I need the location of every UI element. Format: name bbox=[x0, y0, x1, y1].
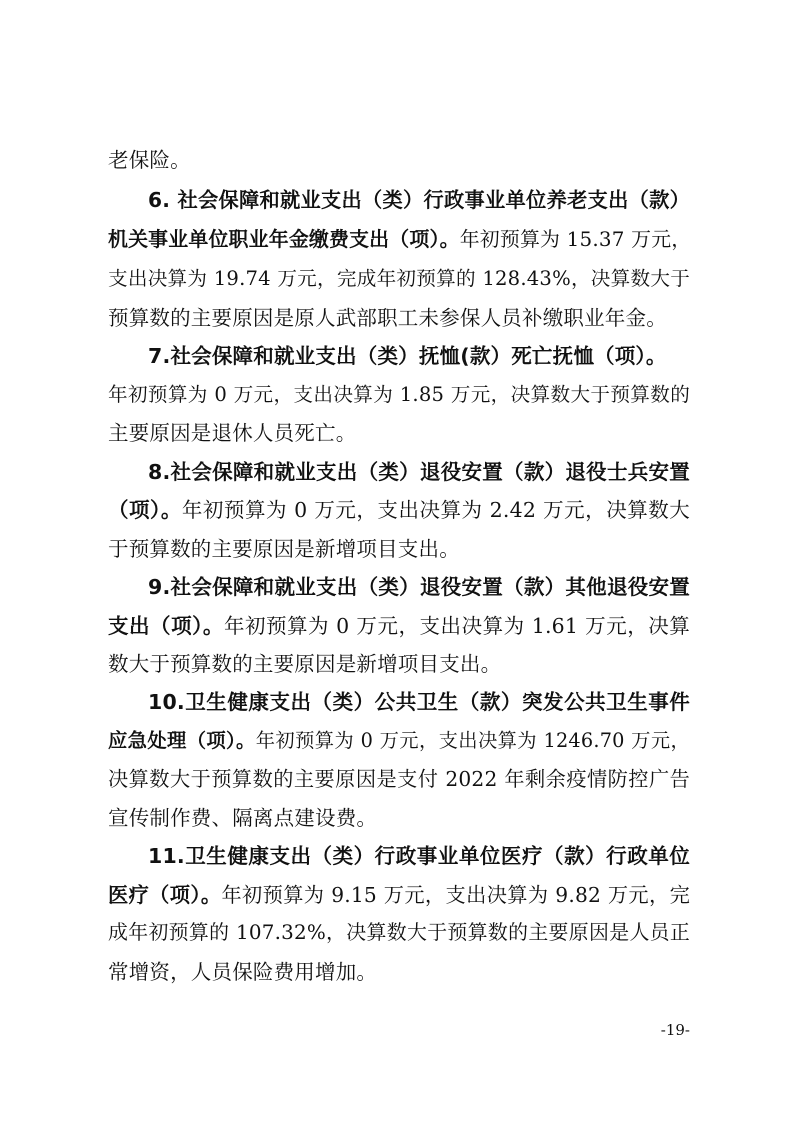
paragraph-line bbox=[108, 918, 690, 948]
heading-span: 医疗（项）。 bbox=[108, 883, 222, 907]
text-span: 年初预算为 0 万元，支出决算为 1.61 万元，决算 bbox=[223, 614, 691, 638]
paragraph-line bbox=[108, 880, 690, 910]
heading-span: 8.社会保障和就业支出（类）退役安置（款）退役士兵安置 bbox=[148, 460, 690, 484]
heading-span: 应急处理（项）。 bbox=[108, 729, 256, 752]
text-span: 预算数的主要原因是原人武部职工未参保人员补缴职业年金。 bbox=[108, 306, 667, 330]
heading-span: 机关事业单位职业年金缴费支出（项）。 bbox=[108, 228, 460, 251]
text-span: 年初预算为 0 万元，支出决算为 1246.70 万元， bbox=[255, 729, 690, 752]
paragraph-line bbox=[148, 572, 690, 602]
paragraph-line bbox=[108, 649, 690, 679]
paragraph-line bbox=[108, 764, 690, 794]
paragraph-line bbox=[148, 185, 690, 215]
text-span: 老保险。 bbox=[108, 148, 191, 172]
text-span: 年初预算为 15.37 万元， bbox=[459, 228, 692, 251]
paragraph-line bbox=[108, 534, 690, 564]
text-span: 年初预算为 0 万元，支出决算为 2.42 万元，决算数大 bbox=[181, 498, 690, 522]
text-span: 主要原因是退休人员死亡。 bbox=[108, 421, 357, 445]
text-span: 数大于预算数的主要原因是新增项目支出。 bbox=[108, 652, 502, 676]
text-span: 成年初预算的 107.32%，决算数大于预算数的主要原因是人员正 bbox=[108, 921, 690, 944]
page-number: -19- bbox=[660, 1021, 690, 1039]
paragraph-line bbox=[108, 145, 690, 175]
heading-span: 9.社会保障和就业支出（类）退役安置（款）其他退役安置 bbox=[148, 575, 690, 599]
text-span: 于预算数的主要原因是新增项目支出。 bbox=[108, 537, 460, 561]
paragraph-line bbox=[148, 341, 690, 371]
paragraph-line bbox=[148, 457, 690, 487]
heading-span: 10.卫生健康支出（类）公共卫生（款）突发公共卫生事件 bbox=[148, 690, 690, 714]
text-span: 支出决算为 19.74 万元，完成年初预算的 128.43%，决算数大于 bbox=[108, 267, 690, 290]
paragraph-line bbox=[108, 264, 690, 294]
text-span: 年初预算为 0 万元，支出决算为 1.85 万元，决算数大于预算数的 bbox=[108, 383, 690, 406]
heading-span: 7.社会保障和就业支出（类）抚恤(款）死亡抚恤（项）。 bbox=[148, 344, 667, 368]
paragraph-line bbox=[108, 957, 690, 987]
paragraph-line bbox=[108, 418, 690, 448]
paragraph-line bbox=[108, 803, 690, 833]
paragraph-line bbox=[108, 303, 690, 333]
heading-span: （项）。 bbox=[108, 498, 182, 522]
paragraph-line bbox=[108, 611, 690, 641]
paragraph-line bbox=[108, 225, 690, 255]
text-span: 年初预算为 9.15 万元，支出决算为 9.82 万元，完 bbox=[221, 883, 690, 907]
paragraph-line bbox=[148, 841, 690, 871]
heading-span: 6. 社会保障和就业支出（类）行政事业单位养老支出（款） bbox=[148, 188, 690, 212]
text-span: 决算数大于预算数的主要原因是支付 2022 年剩余疫情防控广告 bbox=[108, 767, 690, 791]
paragraph-line bbox=[108, 495, 690, 525]
paragraph-line bbox=[148, 687, 690, 717]
paragraph-line bbox=[108, 380, 690, 410]
paragraph-line bbox=[108, 726, 690, 756]
heading-span: 11.卫生健康支出（类）行政事业单位医疗（款）行政单位 bbox=[148, 844, 690, 868]
text-span: 宣传制作费、隔离点建设费。 bbox=[108, 806, 378, 830]
heading-span: 支出（项）。 bbox=[108, 614, 224, 638]
text-span: 常增资，人员保险费用增加。 bbox=[108, 960, 378, 984]
